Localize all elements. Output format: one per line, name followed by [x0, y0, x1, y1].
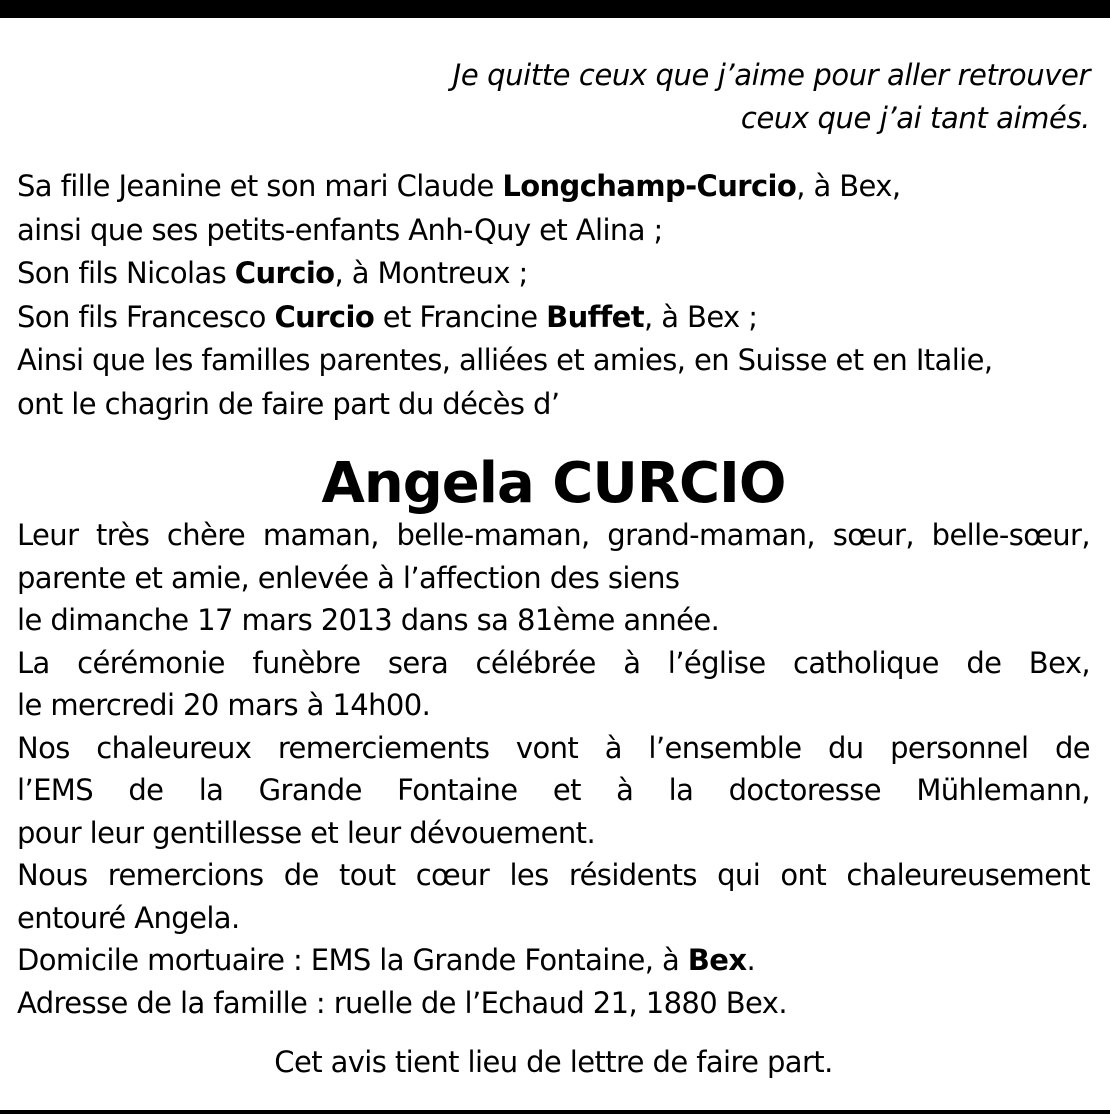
- mortuary-line: [17, 939, 1090, 982]
- mortuary-end: .: [746, 943, 756, 977]
- top-border-rule: [0, 0, 1110, 18]
- family-line-2: ainsi que ses petits-enfants Anh-Quy et Alina ;: [17, 212, 663, 247]
- residents-line-2: entouré Angela.: [17, 900, 240, 935]
- family-address-line: Adresse de la famille : ruelle de l’Echaud 21, 1880 Bex.: [17, 985, 787, 1020]
- notice-body: [17, 514, 1090, 1024]
- epigraph-quote: [17, 54, 1090, 140]
- family-line-4-text: Son fils Francesco: [17, 299, 275, 334]
- mortuary-text: Domicile mortuaire : EMS la Grande Fontaine, à: [17, 943, 688, 977]
- epigraph-line-2: ceux que j’ai tant aimés.: [740, 101, 1090, 135]
- thanks-line-2: l’EMS de la Grande Fontaine et à la doctoresse Mühlemann,: [17, 773, 1090, 807]
- death-date-line: le dimanche 17 mars 2013 dans sa 81ème année.: [17, 603, 720, 637]
- family-line-3: [17, 252, 1090, 296]
- family-line-4-mid: et Francine: [374, 299, 547, 334]
- body-line-1: Leur très chère maman, belle-maman, grand-maman, sœur, belle-sœur,: [17, 518, 1090, 552]
- family-line-4-place: , à Bex ;: [644, 299, 758, 334]
- family-line-5: Ainsi que les familles parentes, alliées et amies, en Suisse et en Italie,: [17, 343, 993, 377]
- family-announcement: [17, 165, 1090, 426]
- mortuary-place: Bex: [687, 943, 747, 977]
- family-name-longchamp-curcio: Longchamp-Curcio: [502, 169, 797, 203]
- family-line-6: ont le chagrin de faire part du décès d’: [17, 386, 560, 421]
- thanks-line-1: Nos chaleureux remerciements vont à l’ensemble du personnel de: [17, 730, 1090, 765]
- family-line-4: [17, 296, 1090, 340]
- thanks-line-3: pour leur gentillesse et leur dévouement.: [17, 815, 596, 850]
- family-name-buffet: Buffet: [546, 299, 644, 334]
- residents-line-1: Nous remercions de tout cœur les résidents qui ont chaleureusement: [17, 858, 1090, 892]
- deceased-name-heading: Angela CURCIO: [321, 451, 786, 516]
- ceremony-line-1: La cérémonie funèbre sera célébrée à l’église catholique de Bex,: [17, 645, 1090, 680]
- family-line-3-place: , à Montreux ;: [334, 256, 528, 290]
- family-line-1: [17, 165, 1090, 209]
- family-line-1-place: , à Bex,: [796, 169, 901, 203]
- epigraph-line-1: Je quitte ceux que j’aime pour aller retrouver: [452, 58, 1090, 92]
- closing-note: Cet avis tient lieu de lettre de faire part.: [274, 1045, 833, 1079]
- obituary-notice: [17, 54, 1090, 1082]
- family-name-curcio-francesco: Curcio: [274, 299, 375, 334]
- ceremony-line-2: le mercredi 20 mars à 14h00.: [17, 688, 431, 722]
- family-line-1-text: Sa fille Jeanine et son mari Claude: [17, 169, 503, 203]
- family-line-3-text: Son fils Nicolas: [17, 256, 235, 290]
- family-name-curcio-nicolas: Curcio: [234, 256, 335, 290]
- bottom-border-rule: [0, 1110, 1110, 1114]
- body-line-2: parente et amie, enlevée à l’affection des siens: [17, 560, 680, 595]
